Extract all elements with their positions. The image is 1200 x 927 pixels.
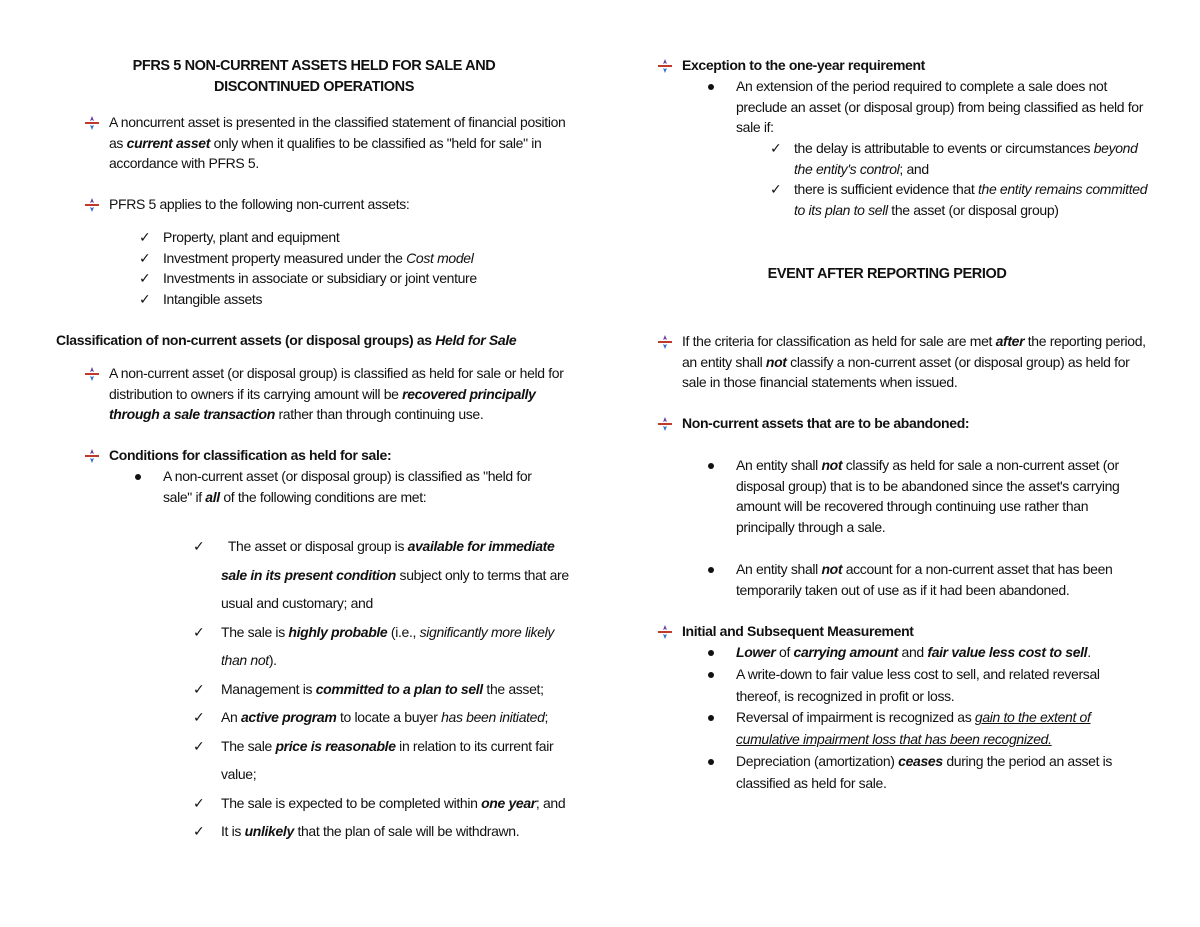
checkmark-icon: ✓ <box>193 823 205 839</box>
checkmark-icon: ✓ <box>193 794 205 811</box>
paragraph-pfrs5-applies <box>109 194 569 215</box>
checkmark-icon: ✓ <box>139 229 151 245</box>
measure-list <box>736 642 1146 795</box>
checkmark-icon: ✓ <box>770 181 782 197</box>
list-item: ✓ Intangible assets <box>163 289 583 310</box>
arrow-bullet-icon <box>85 198 99 212</box>
event-paragraph: If the criteria for classification as held for sale are met after the reporting period, an entity shall not classify a non-current asset (or disposal group) as held for sale in those financial statements when issued. <box>682 331 1152 393</box>
arrow-bullet-icon <box>658 417 672 431</box>
conditions-dot: A non-current asset (or disposal group) is classified as "held for sale" if all of the following conditions are met: <box>163 466 563 507</box>
exception-dot: An extension of the period required to complete a sale does not preclude an asset (or disposal group) from being classified as held for sale if: <box>736 76 1146 138</box>
list-item: ✓ An active program to locate a buyer has been initiated; <box>221 703 576 732</box>
list-item: ✓ Investments in associate or subsidiary or joint venture <box>163 268 583 289</box>
list-item: ✓ The sale is expected to be completed within one year; and <box>221 789 576 818</box>
dot-bullet-icon <box>708 84 714 90</box>
dot-bullet-icon <box>708 672 714 678</box>
abandon-dot-2: An entity shall not account for a non-current asset that has been temporarily taken out of use as if it had been abandoned. <box>736 559 1146 600</box>
dot-bullet-icon <box>708 567 714 573</box>
list-item: ✓ the delay is attributable to events or circumstances beyond the entity's control; and <box>770 140 1138 177</box>
arrow-bullet-icon <box>85 367 99 381</box>
checkmark-icon: ✓ <box>193 680 205 697</box>
exception-checks <box>770 138 1149 220</box>
checkmark-icon: ✓ <box>770 140 782 156</box>
arrow-bullet-icon <box>85 449 99 463</box>
checkmark-icon: ✓ <box>139 270 151 286</box>
page-title: PFRS 5 NON-CURRENT ASSETS HELD FOR SALE AND DISCONTINUED OPERATIONS <box>132 58 496 95</box>
measure-title: Initial and Subsequent Measurement <box>682 621 1142 642</box>
list-item: Depreciation (amortization) ceases during the period an asset is classified as held for sale. <box>736 751 1146 795</box>
list-item: ✓ Property, plant and equipment <box>163 227 583 248</box>
dot-bullet-icon <box>708 759 714 765</box>
checkmark-icon: ✓ <box>139 249 151 266</box>
list-item: ✓ The sale price is reasonable in relation to its current fair value; <box>221 732 576 789</box>
checkmark-icon: ✓ <box>139 290 151 307</box>
conditions-title: Conditions for classification as held for sale: <box>109 445 574 466</box>
list-item: Reversal of impairment is recognized as gain to the extent of cumulative impairment loss that has been recognized. <box>736 707 1146 751</box>
paragraph-classified: A non-current asset (or disposal group) is classified as held for sale or held for distribution to owners if its carrying amount will be recovered principally through a sale transaction rather than through continuing use. <box>109 363 574 425</box>
checkmark-icon: ✓ <box>193 538 205 554</box>
abandon-dot-1: An entity shall not classify as held for sale a non-current asset (or disposal group) that is to be abandoned since the asset's carrying amount will be recovered through continuing use rather than principally through a sale. <box>736 455 1146 537</box>
conditions-list <box>193 532 576 846</box>
checkmark-icon: ✓ <box>193 709 205 725</box>
section-heading-classification: Classification of non-current assets (or disposal groups) as Held for Sale <box>56 332 517 348</box>
checkmark-icon: ✓ <box>193 623 205 640</box>
p1-text-a: A noncurrent asset is presented in the classified statement of financial position as <box>109 114 566 151</box>
p2-text: PFRS 5 applies to the following non-current assets: <box>109 196 410 212</box>
dot-bullet-icon <box>135 474 141 480</box>
event-heading: EVENT AFTER REPORTING PERIOD <box>767 266 1007 282</box>
dot-bullet-icon <box>708 463 714 469</box>
applies-list <box>139 227 583 309</box>
arrow-bullet-icon <box>658 625 672 639</box>
checkmark-icon: ✓ <box>193 737 205 754</box>
list-item: ✓ The asset or disposal group is available for immediate sale in its present condition subject only to terms that are usual and customary; and <box>221 532 576 618</box>
arrow-bullet-icon <box>658 335 672 349</box>
arrow-bullet-icon <box>85 116 99 130</box>
p1-text-b: current asset <box>126 134 211 151</box>
list-item: ✓ The sale is highly probable (i.e., significantly more likely than not). <box>221 618 576 675</box>
exception-title: Exception to the one-year requirement <box>682 55 1142 76</box>
list-item: ✓ It is unlikely that the plan of sale will be withdrawn. <box>221 817 576 846</box>
list-item: ✓ there is sufficient evidence that the entity remains committed to its plan to sell the asset (or disposal group) <box>770 181 1148 218</box>
list-item: ✓ Investment property measured under the Cost model <box>163 248 583 269</box>
p1-text-c: only when it qualifies to be classified as "held for sale" in accordance with PFRS 5. <box>109 134 542 171</box>
list-item: ✓ Management is committed to a plan to sell the asset; <box>221 675 576 704</box>
arrow-bullet-icon <box>658 59 672 73</box>
abandon-title: Non-current assets that are to be abandoned: <box>682 413 1142 434</box>
paragraph-noncurrent-asset <box>109 112 569 174</box>
dot-bullet-icon <box>708 650 714 656</box>
dot-bullet-icon <box>708 715 714 721</box>
list-item: Lower of carrying amount and fair value less cost to sell. <box>736 642 1146 664</box>
list-item: A write-down to fair value less cost to sell, and related reversal thereof, is recognized in profit or loss. <box>736 664 1146 708</box>
